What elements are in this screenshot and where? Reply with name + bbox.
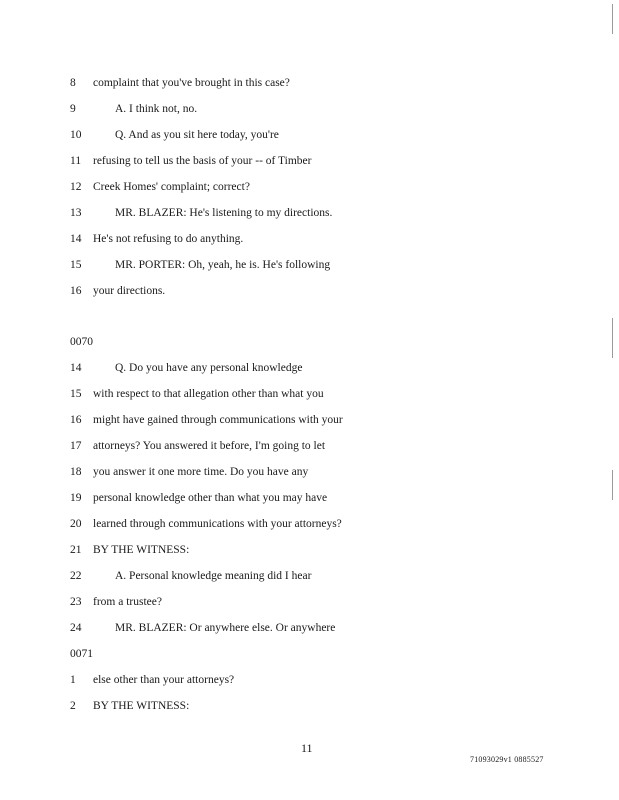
line-number: 18 [70,466,82,478]
document-id: 71093029v1 0885527 [470,755,544,764]
line-number: 10 [70,129,82,141]
line-number: 24 [70,622,82,634]
right-edge-scan-mark [612,470,613,500]
line-text: might have gained through communications with your [93,414,343,426]
line-text: attorneys? You answered it before, I'm going to let [93,440,326,452]
line-text: Q. And as you sit here today, you're [115,129,279,141]
line-number: 20 [70,518,82,530]
line-number: 9 [70,103,76,115]
line-number: 8 [70,77,76,89]
line-text: Creek Homes' complaint; correct? [93,181,250,193]
line-number: 14 [70,362,82,374]
line-text: with respect to that allegation other than what you [93,388,324,400]
line-number: 16 [70,285,82,297]
line-number: 11 [70,155,82,167]
line-text: Q. Do you have any personal knowledge [115,362,303,374]
line-text: A. Personal knowledge meaning did I hear [115,570,312,582]
line-text: MR. BLAZER: Or anywhere else. Or anywhere [115,622,336,634]
line-number: 21 [70,544,82,556]
line-text: MR. BLAZER: He's listening to my directions. [115,207,333,219]
line-text: MR. PORTER: Oh, yeah, he is. He's following [115,259,331,271]
line-text: you answer it one more time. Do you have any [93,466,309,478]
line-number: 15 [70,388,82,400]
page-number: 11 [301,741,313,755]
line-text: BY THE WITNESS: [93,544,190,556]
line-number: 15 [70,259,82,271]
line-number: 16 [70,414,82,426]
line-number: 12 [70,181,82,193]
line-text: from a trustee? [93,596,162,608]
line-text: complaint that you've brought in this case? [93,77,290,89]
top-scan-marks [0,0,619,6]
line-number: 22 [70,570,82,582]
page-label-0070: 0070 [70,336,93,348]
line-number: 17 [70,440,82,452]
line-number: 19 [70,492,82,504]
line-text: A. I think not, no. [115,103,198,115]
line-number: 23 [70,596,82,608]
page-label-0071: 0071 [70,648,93,660]
right-edge-scan-mark [612,4,613,34]
line-text: learned through communications with your attorneys? [93,518,342,530]
line-text: refusing to tell us the basis of your -- of Timber [93,155,312,167]
line-text: BY THE WITNESS: [93,700,190,712]
line-text: your directions. [93,285,166,297]
line-number: 13 [70,207,82,219]
line-text: personal knowledge other than what you may have [93,492,328,504]
line-number: 14 [70,233,82,245]
line-number: 1 [70,674,76,686]
right-edge-scan-mark [612,318,613,358]
line-text: else other than your attorneys? [93,674,235,686]
line-number: 2 [70,700,76,712]
line-text: He's not refusing to do anything. [93,233,244,245]
